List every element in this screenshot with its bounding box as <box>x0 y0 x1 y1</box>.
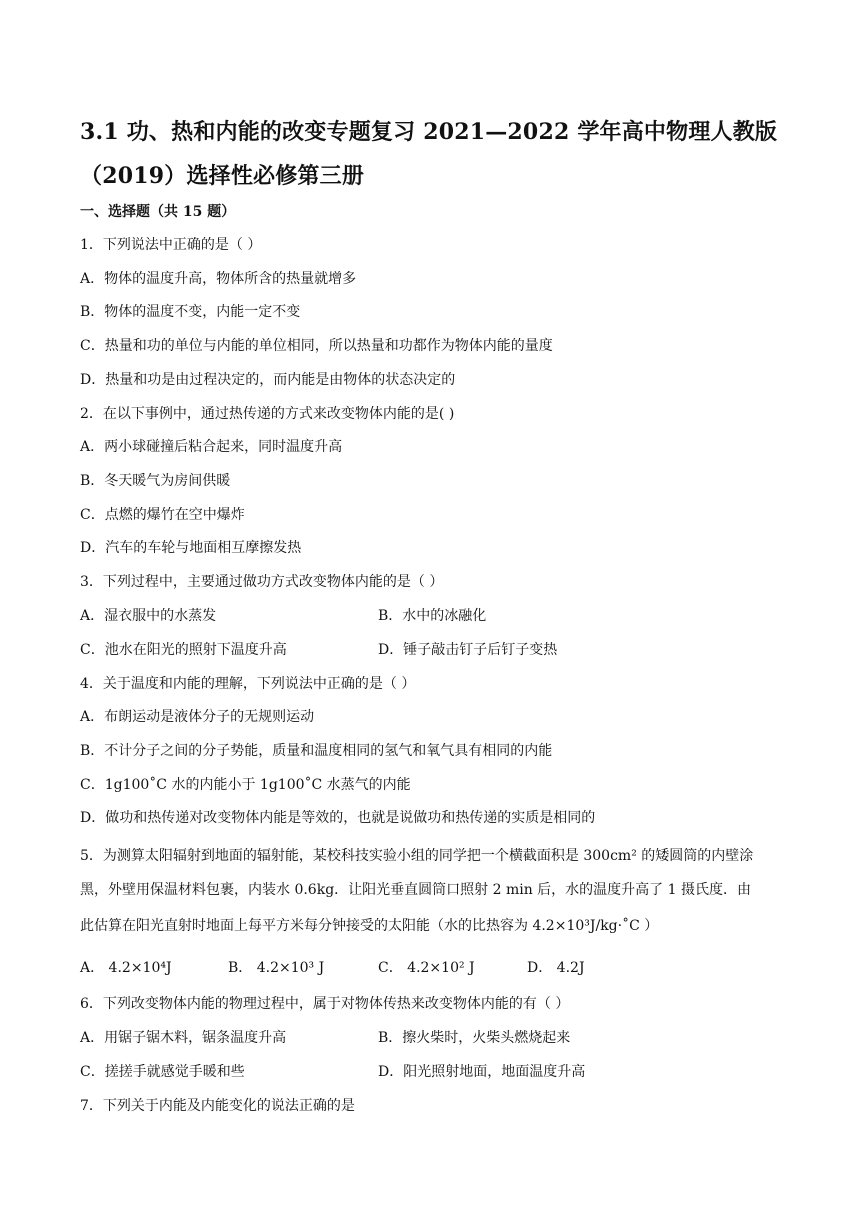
q4-option-d: D．做功和热传递对改变物体内能是等效的，也就是说做功和热传递的实质是相同的 <box>80 810 596 826</box>
q2-option-d: D．汽车的车轮与地面相互摩擦发热 <box>80 540 302 556</box>
q3-option-a: A．湿衣服中的水蒸发 <box>80 608 217 624</box>
q4-option-b: B．不计分子之间的分子势能，质量和温度相同的氢气和氧气具有相同的内能 <box>80 743 553 759</box>
q4-option-a: A．布朗运动是液体分子的无规则运动 <box>80 709 315 725</box>
q1-option-b: B．物体的温度不变，内能一定不变 <box>80 304 301 320</box>
section-heading: 一、选择题（共 15 题） <box>80 204 236 220</box>
q6-option-c: C．搓搓手就感觉手暖和些 <box>80 1064 245 1080</box>
q1-stem: 1．下列说法中正确的是（ ） <box>80 237 262 253</box>
q2-option-c: C．点燃的爆竹在空中爆炸 <box>80 507 245 523</box>
doc-title-line1: 3.1 功、热和内能的改变专题复习 2021—2022 学年高中物理人教版 <box>80 119 778 145</box>
q5-stem-line3: 此估算在阳光直射时地面上每平方米每分钟接受的太阳能（水的比热容为 4.2×10³J/kg·˚C ） <box>80 918 659 934</box>
q5-option-d: D． 4.2J <box>527 960 585 976</box>
q5-option-a: A． 4.2×10⁴J <box>80 960 172 976</box>
q3-option-d: D．锤子敲击钉子后钉子变热 <box>378 642 558 658</box>
q5-option-c: C． 4.2×10² J <box>378 960 475 976</box>
q5-stem-line2: 黑，外壁用保温材料包裹，内装水 0.6kg．让阳光垂直圆筒口照射 2 min 后，水的温度升高了 1 摄氏度．由 <box>80 882 751 898</box>
q2-option-a: A．两小球碰撞后粘合起来，同时温度升高 <box>80 439 343 455</box>
q6-option-d: D．阳光照射地面，地面温度升高 <box>378 1064 586 1080</box>
q6-option-b: B．擦火柴时，火柴头燃烧起来 <box>378 1030 571 1046</box>
q6-option-a: A．用锯子锯木料，锯条温度升高 <box>80 1030 287 1046</box>
q7-stem: 7．下列关于内能及内能变化的说法正确的是 <box>80 1098 355 1114</box>
q5-option-b: B． 4.2×10³ J <box>228 960 325 976</box>
q4-option-c: C．1g100˚C 水的内能小于 1g100˚C 水蒸气的内能 <box>80 777 411 793</box>
q5-stem-line1: 5．为测算太阳辐射到地面的辐射能，某校科技实验小组的同学把一个横截面积是 300cm² 的矮圆筒的内壁涂 <box>80 848 754 864</box>
q3-stem: 3．下列过程中，主要通过做功方式改变物体内能的是（ ） <box>80 574 444 590</box>
q2-stem: 2．在以下事例中，通过热传递的方式来改变物体内能的是( ) <box>80 406 455 422</box>
q3-option-c: C．池水在阳光的照射下温度升高 <box>80 642 287 658</box>
q2-option-b: B．冬天暖气为房间供暖 <box>80 473 231 489</box>
q6-stem: 6．下列改变物体内能的物理过程中，属于对物体传热来改变物体内能的有（ ） <box>80 996 570 1012</box>
doc-title-line2: （2019）选择性必修第三册 <box>80 163 365 189</box>
q1-option-a: A．物体的温度升高，物体所含的热量就增多 <box>80 271 357 287</box>
q1-option-d: D．热量和功是由过程决定的，而内能是由物体的状态决定的 <box>80 372 456 388</box>
q1-option-c: C．热量和功的单位与内能的单位相同，所以热量和功都作为物体内能的量度 <box>80 338 553 354</box>
q3-option-b: B．水中的冰融化 <box>378 608 487 624</box>
q4-stem: 4．关于温度和内能的理解，下列说法中正确的是（ ） <box>80 676 416 692</box>
